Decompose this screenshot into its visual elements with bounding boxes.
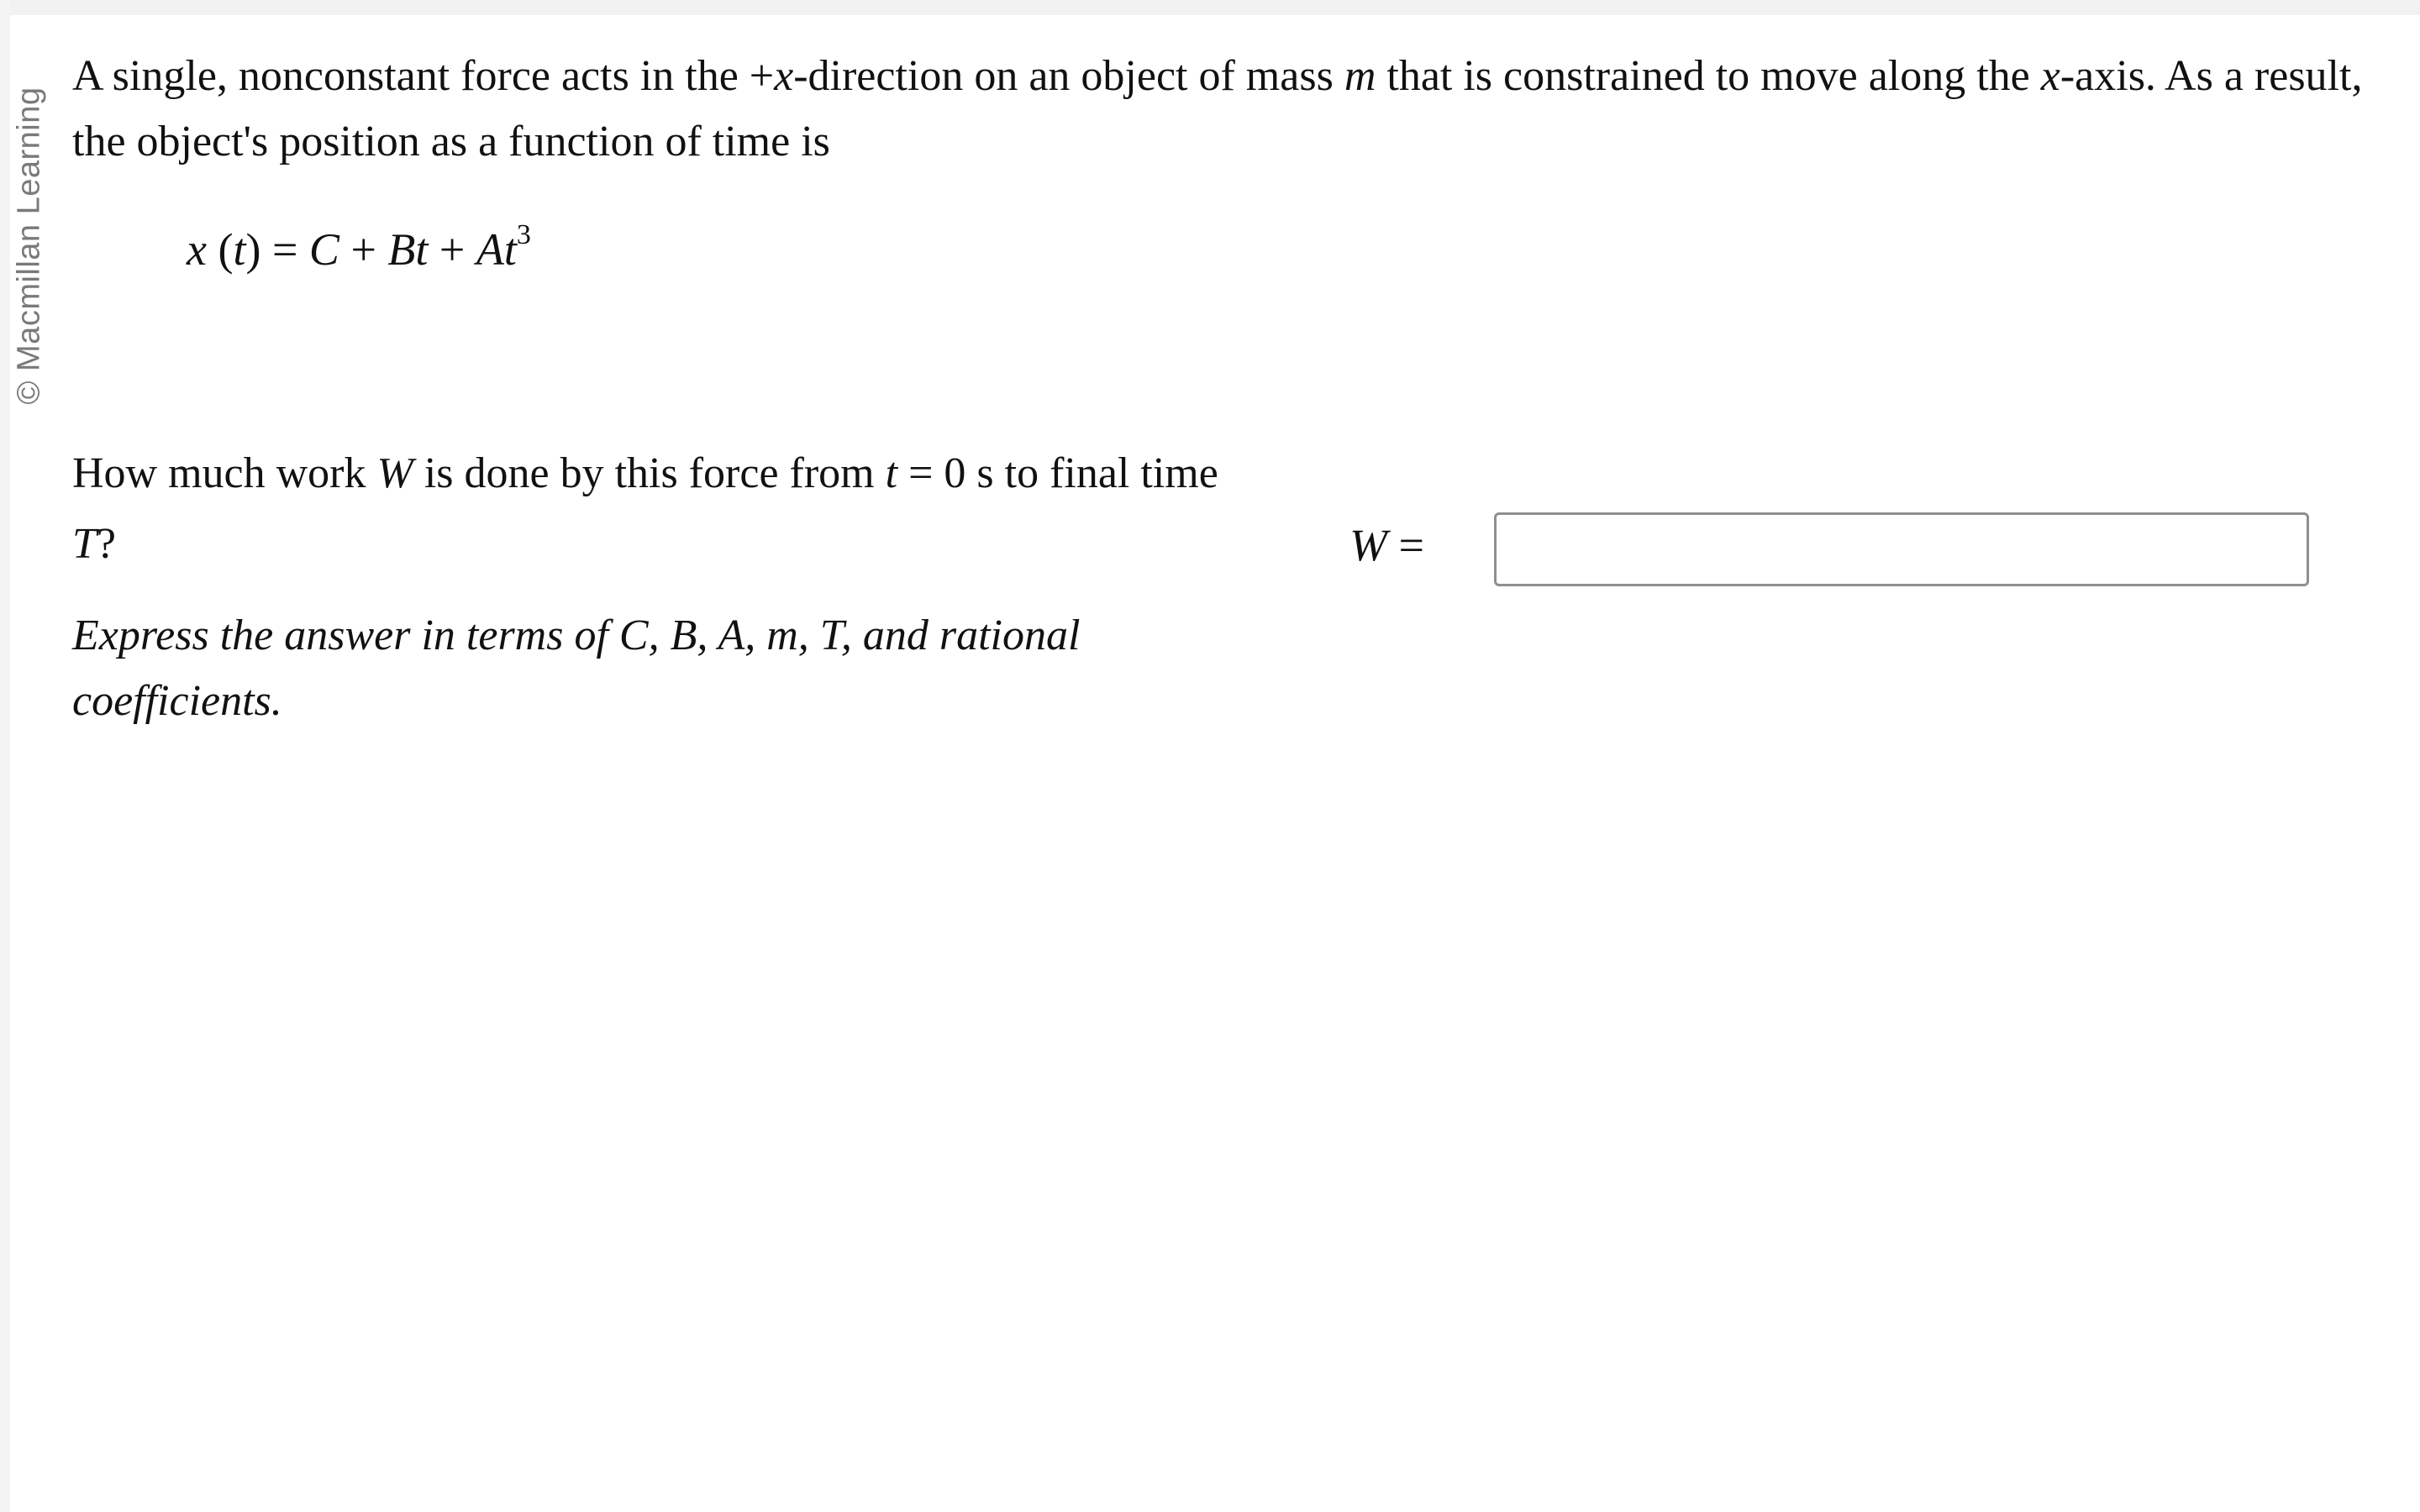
equation-plus: + — [339, 224, 388, 275]
variable-a: A — [718, 612, 745, 659]
variable-T: T — [819, 612, 841, 659]
variable-x: x — [774, 52, 794, 100]
work-question-part: is done by this force from — [413, 449, 886, 497]
question-text-part: A single, nonconstant force acts in the + — [72, 52, 775, 100]
question-text-part: -direction on an object of mass — [793, 52, 1344, 100]
separator: , — [797, 612, 820, 659]
variable-m: m — [766, 612, 798, 659]
variable-t: t — [885, 449, 898, 497]
answer-label — [1349, 519, 1424, 571]
equation-x: x — [187, 224, 207, 275]
equation-t: t — [233, 224, 246, 275]
equation-exponent: 3 — [516, 219, 531, 250]
answer-label-equals: = — [1386, 520, 1424, 570]
work-question — [72, 438, 1249, 580]
variable-m: m — [1344, 52, 1376, 100]
answer-instructions — [72, 603, 1249, 734]
separator: , — [697, 612, 718, 659]
answer-label-variable: W — [1349, 520, 1387, 570]
variable-w: W — [376, 449, 413, 497]
work-question-part: = 0 s to final time — [897, 449, 1218, 497]
instructions-part: , and rational coefficients. — [72, 612, 1081, 725]
separator: , — [648, 612, 671, 659]
equation-equals: ) = — [245, 224, 309, 275]
question-text-part: -axis. As a result, the object's position as a function of time is — [72, 52, 2363, 165]
variable-b: B — [670, 612, 697, 659]
top-border — [0, 0, 2420, 15]
equation-paren-open: ( — [206, 224, 234, 275]
variable-c: C — [618, 612, 649, 659]
equation-at: At — [476, 224, 517, 275]
variable-x: x — [2040, 52, 2060, 100]
equation-bt: Bt — [387, 224, 429, 275]
separator: , — [744, 612, 767, 659]
equation-plus: + — [428, 224, 476, 275]
instructions-part: Express the answer in terms of — [72, 612, 619, 659]
work-question-part: How much work — [72, 449, 377, 497]
work-question-part: ? — [96, 520, 117, 568]
question-text-part: that is constrained to move along the — [1376, 52, 2041, 100]
watermark-text: © Macmillan Learning — [11, 86, 47, 405]
copyright-watermark — [8, 69, 50, 422]
position-equation — [187, 219, 531, 276]
equation-c: C — [308, 224, 339, 275]
variable-T: T — [72, 520, 97, 568]
answer-input[interactable] — [1494, 512, 2309, 586]
question-text — [72, 44, 2391, 175]
